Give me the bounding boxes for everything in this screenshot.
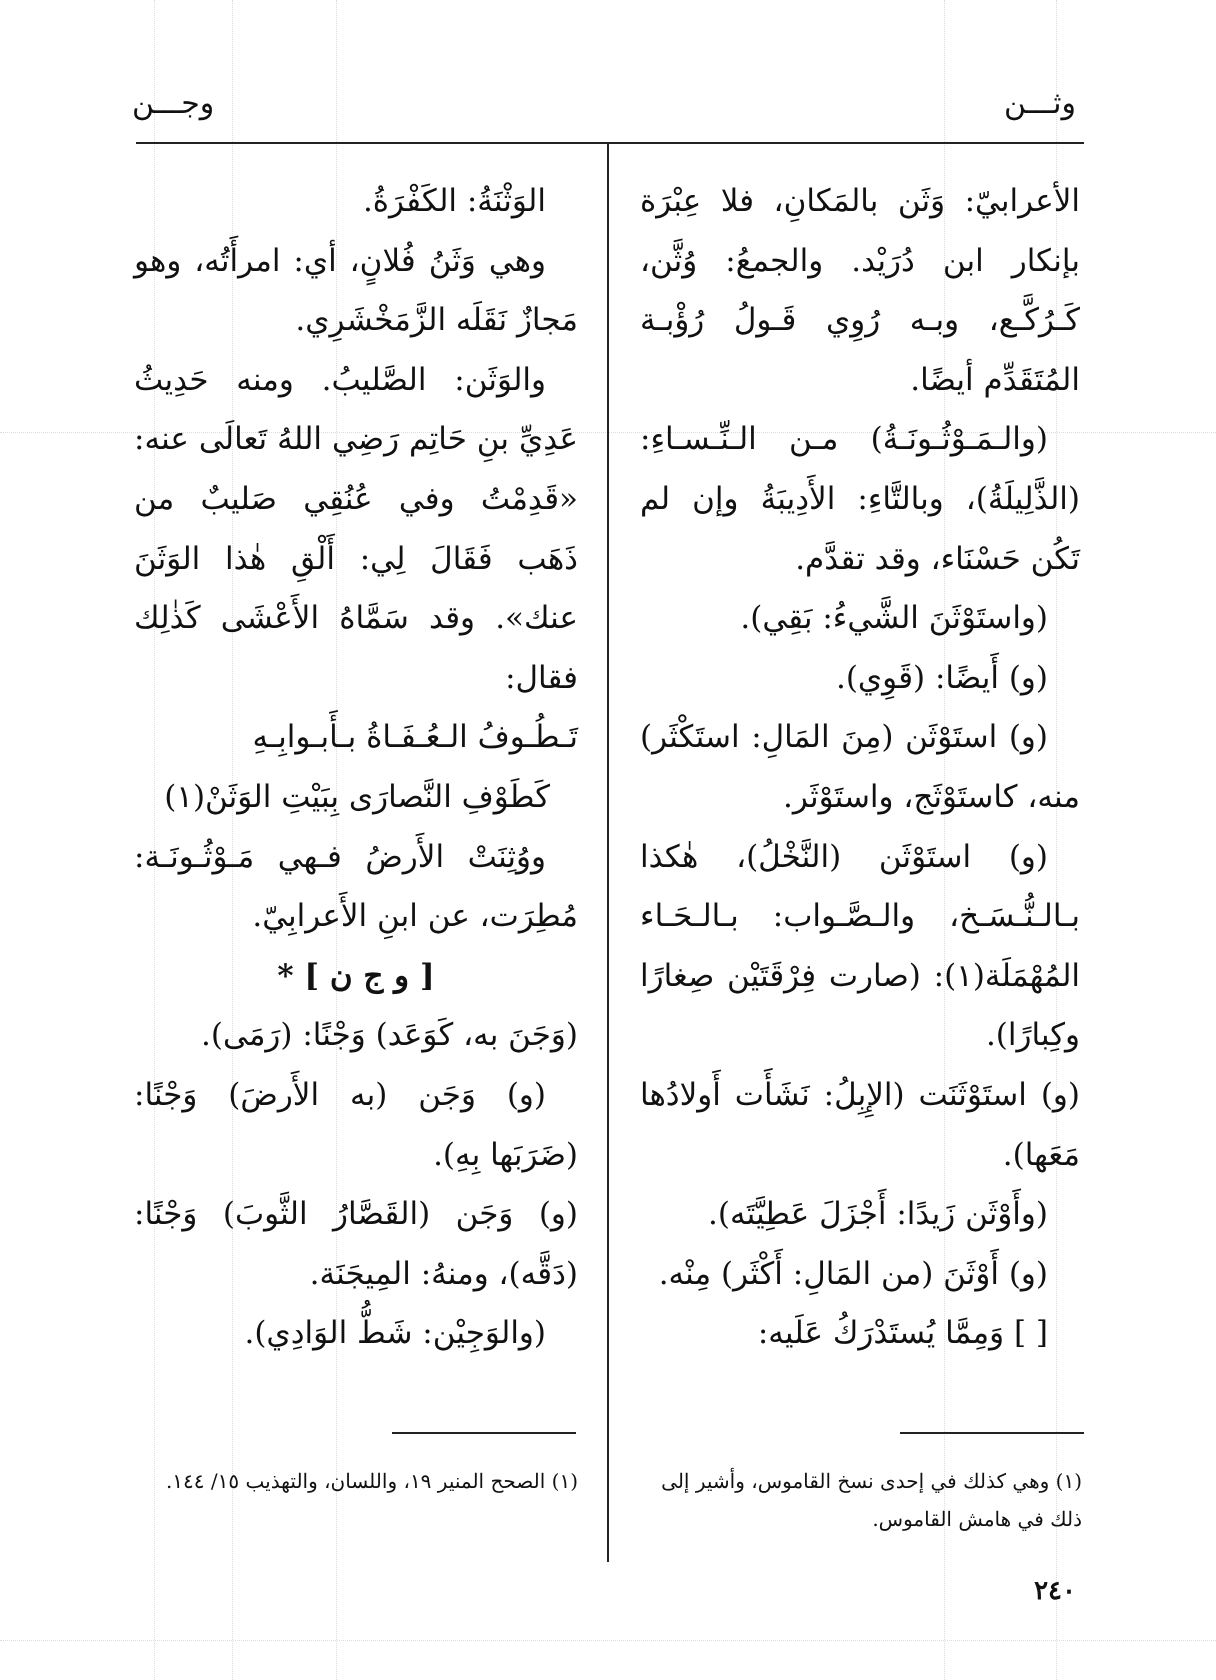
footnote-left: (١) الصحح المنير ١٩، واللسان، والتهذيب ١٥/ ١٤٤.: [165, 1469, 578, 1493]
paragraph: الوَثْنَةُ: الكَفْرَةُ.: [362, 183, 546, 219]
paragraph: والوَثَن: الصَّليبُ. ومنه حَدِيثُ عَدِيِّ بنِ حَاتِم رَضِي اللهُ تَعالَى عنه: «قَدِمْتُ وفي عُنُقِي صَليبٌ من ذَهَب فَقَالَ لِي: أَلْقِ هٰذا الوَثَنَ عنك». وقد سَمَّاهُ الأَعْشَى كَذٰلِك فقال:: [134, 361, 578, 696]
paragraph: (واستَوْثَنَ الشَّيءُ: بَقِي).: [740, 600, 1048, 637]
right-column: [640, 172, 1080, 1364]
paragraph: (و) استَوْثَنَت (الإِبِلُ: نَشَأَت أَولادُها مَعَها).: [640, 1076, 1080, 1173]
paragraph: ووُثِنَتْ الأَرضُ فـهي مَـوْثُـونَـة: مُطِرَت، عن ابنِ الأَعرابِيّ.: [134, 838, 578, 935]
paragraph: (و) أَوْثَنَ (من المَالِ: أَكْثَر) مِنْه.: [658, 1255, 1048, 1292]
running-head-left: وجـــن: [132, 86, 215, 121]
paragraph: (والوَجِيْن: شَطُّ الوَادِي).: [244, 1315, 546, 1352]
paragraph: (وَجَنَ به، كَوَعَد) وَجْنًا: (رَمَى).: [201, 1017, 578, 1054]
column-divider: [607, 142, 609, 1562]
paragraph: (و) استَوْثَن (النَّخْلُ)، هٰكذا بـالـنُّـسَـخ، والـصَّـواب: بـالـحَـاء المُهْمَلَة(١): (صارت فِرْقَتَيْن صِغارًا وكِبارًا).: [640, 838, 1080, 1054]
header-rule: [136, 142, 1084, 144]
verse-line-1: تَـطُـوفُ الـعُـفَـاةُ بـأَبـوابِـهِ: [252, 719, 578, 756]
scan-guide-line: [0, 1640, 1216, 1641]
footnote-rule: [392, 1432, 576, 1434]
footnote-right: (١) وهي كذلك في إحدى نسخ القاموس، وأشير إلى ذلك في هامش القاموس.: [661, 1469, 1082, 1531]
paragraph: (و) استَوْثَن (مِنَ المَالِ: استَكْثَر) منه، كاستَوْثَج، واستَوْثَر.: [640, 719, 1080, 815]
paragraph: (و) وَجَن (القَصَّارُ الثَّوبَ) وَجْنًا: (دَقَّه)، ومنهُ: المِيجَنَة.: [134, 1196, 578, 1292]
paragraph: (والـمَـوْثُـونَـةُ) مـن الـنِّـسـاءِ: (الذَّلِيلَةُ)، وبالتَّاءِ: الأَدِيبَةُ وإن لم تَكُن حَسْنَاء، وقد تقدَّم.: [640, 421, 1080, 577]
page-number: ٢٤٠: [1034, 1576, 1076, 1606]
paragraph: (وأَوْثَن زَيدًا: أَجْزَلَ عَطِيَّتَه).: [708, 1196, 1048, 1233]
paragraph: الأعرابيّ: وَثَن بالمَكانِ، فلا عِبْرَة بإنكار ابن دُرَيْد. والجمعُ: وُثَّن، كَـرُكَّـع، وبـه رُوِي قَـولُ رُؤْبـة المُتَقَدِّم أيضًا.: [640, 183, 1080, 398]
running-head-right: وثـــن: [1003, 86, 1076, 121]
verse-line-2: كَطَوْفِ النَّصارَى بِبَيْتِ الوَثَنْ(١): [164, 778, 550, 815]
entry-heading: [ و ج ن ] *: [277, 957, 435, 994]
paragraph: [ ] وَمِمَّا يُستَدْرَكُ عَلَيه:: [757, 1315, 1048, 1352]
paragraph: وهي وَثَنُ فُلانٍ، أي: امرأَتُه، وهو مَجازٌ نَقَلَه الزَّمَخْشَرِي.: [134, 242, 578, 339]
left-column: [134, 172, 578, 1364]
paragraph: (و) وَجَن (به الأَرضَ) وَجْنًا: (ضَرَبَها بِهِ).: [134, 1076, 578, 1173]
paragraph: (و) أَيضًا: (قَوِي).: [835, 659, 1048, 696]
footnote-rule: [900, 1432, 1084, 1434]
